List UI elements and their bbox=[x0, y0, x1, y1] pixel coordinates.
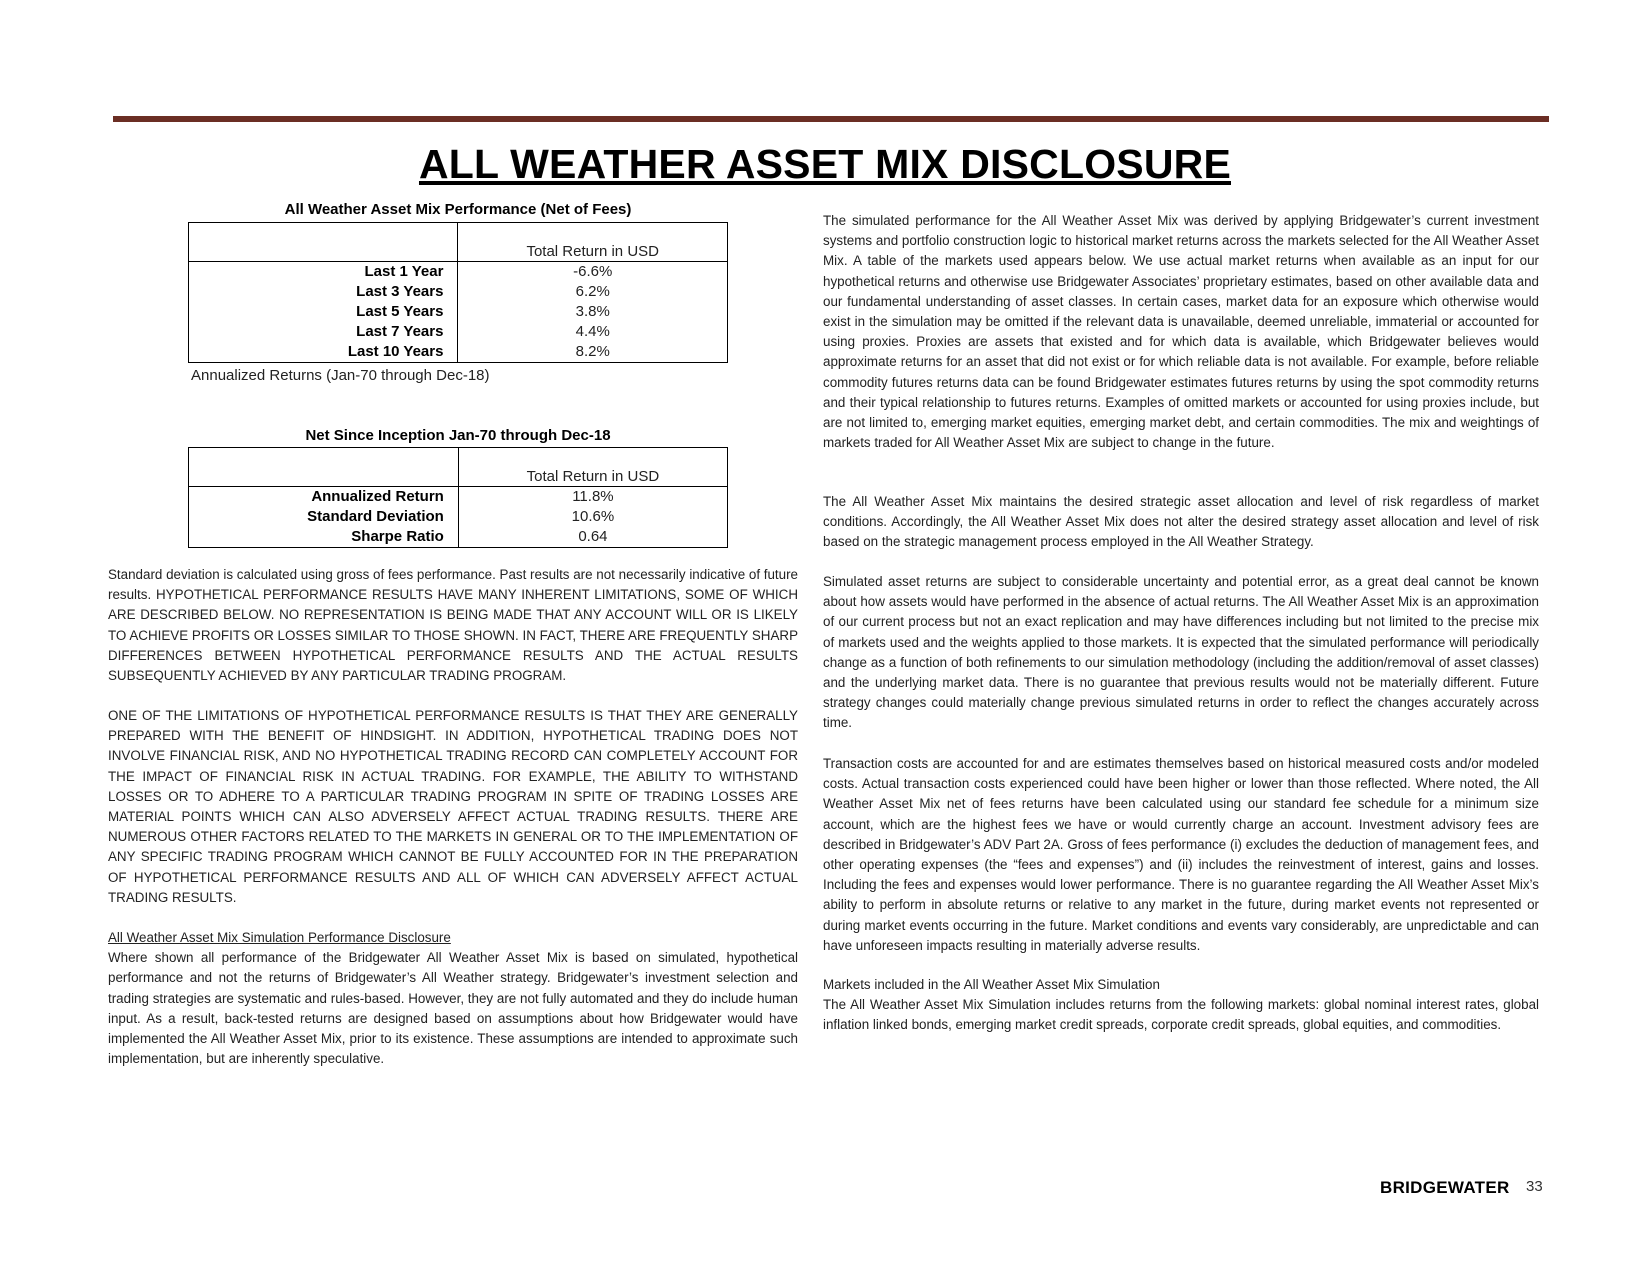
transaction-costs-paragraph: Transaction costs are accounted for and are estimates themselves based on historical measured costs and/or modeled costs. Actual transaction costs experienced could have been higher or lower than those reflected. Where noted, the All Weather Asset Mix net of fees returns have been calculated using our standard fee schedule for a minimum size account, which are the highest fees we have or would currently charge an account. Investment advisory fees are described in Bridgewater’s ADV Part 2A. Gross of fees performance (i) excludes the deduction of management fees, and other operating expenses (the “fees and expenses”) and (ii) includes the reinvestment of interest, gains and losses. Including the fees and expenses would lower performance. There is no guarantee regarding the All Weather Asset Mix’s ability to perform in absolute returns or relative to any market in the future, during market events not represented or during market events occurring in the future. Market conditions and events vary considerably, are unpredictable and can have unforeseen impacts resulting in materially adverse results. bbox=[823, 756, 1539, 953]
markets-section bbox=[823, 975, 1539, 1036]
table-row bbox=[189, 262, 728, 283]
table-row bbox=[189, 342, 728, 363]
row-label: Standard Deviation bbox=[189, 507, 459, 527]
column-header: Total Return in USD bbox=[458, 223, 728, 262]
row-label: Last 1 Year bbox=[189, 262, 458, 283]
top-divider-rule bbox=[113, 116, 1549, 122]
row-value: 10.6% bbox=[571, 508, 615, 525]
table-row bbox=[189, 527, 728, 548]
markets-section-title: Markets included in the All Weather Asset Mix Simulation bbox=[823, 977, 1160, 992]
table-header-row bbox=[189, 223, 728, 262]
row-label: Last 5 Years bbox=[189, 302, 458, 322]
simulated-performance-paragraph: The simulated performance for the All Weather Asset Mix was derived by applying Bridgewater’s current investment systems and portfolio construction logic to historical market returns across the markets selected for the All Weather Asset Mix. A table of the markets used appears below. We use actual market returns when available as an input for our hypothetical returns and otherwise use Bridgewater Associates’ proprietary estimates, based on other available data and our fundamental understanding of asset classes. In certain cases, market data for an exposure which otherwise would exist in the simulation may be omitted if the relevant data is unavailable, deemed unreliable, immaterial or accounted for using proxies. Proxies are assets that existed and for which data is available, which Bridgewater believes would approximate returns for an asset that did not exist or for which reliable data is not available. For example, before reliable commodity futures returns data can be found Bridgewater estimates futures returns by using the spot commodity returns and their typical relationship to futures returns. Examples of omitted markets or accounted for using proxies include, but are not limited to, emerging market equities, emerging market debt, and certain commodities. The mix and weightings of markets traded for All Weather Asset Mix are subject to change in the future. bbox=[823, 213, 1539, 451]
table-header-row bbox=[189, 448, 728, 487]
simulation-disclosure-section bbox=[108, 928, 798, 1069]
row-value: -6.6% bbox=[573, 263, 613, 280]
page-title: ALL WEATHER ASSET MIX DISCLOSURE bbox=[418, 141, 1231, 187]
header-empty-cell bbox=[189, 223, 458, 262]
row-label: Sharpe Ratio bbox=[189, 527, 459, 548]
header-empty-cell bbox=[189, 448, 459, 487]
row-value: 8.2% bbox=[575, 343, 610, 360]
table-row bbox=[189, 302, 728, 322]
hypothetical-limitations-paragraph: ONE OF THE LIMITATIONS OF HYPOTHETICAL PERFORMANCE RESULTS IS THAT THEY ARE GENERALLY PREPARED WITH THE BENEFIT OF HINDSIGHT. IN ADDITION, HYPOTHETICAL TRADING DOES NOT INVOLVE FINANCIAL RISK, AND NO HYPOTHETICAL TRADING RECORD CAN COMPLETELY ACCOUNT FOR THE IMPACT OF FINANCIAL RISK IN ACTUAL TRADING. FOR EXAMPLE, THE ABILITY TO WITHSTAND LOSSES OR TO ADHERE TO A PARTICULAR TRADING PROGRAM IN SPITE OF TRADING LOSSES ARE MATERIAL POINTS WHICH CAN ALSO ADVERSELY AFFECT ACTUAL TRADING RESULTS. THERE ARE NUMEROUS OTHER FACTORS RELATED TO THE MARKETS IN GENERAL OR TO THE IMPLEMENTATION OF ANY SPECIFIC TRADING PROGRAM WHICH CANNOT BE FULLY ACCOUNTED FOR IN THE PREPARATION OF HYPOTHETICAL PERFORMANCE RESULTS AND ALL OF WHICH CAN ADVERSELY AFFECT ACTUAL TRADING RESULTS. bbox=[108, 708, 798, 905]
annualized-returns-note: Annualized Returns (Jan-70 through Dec-18) bbox=[191, 367, 490, 384]
markets-paragraph: The All Weather Asset Mix Simulation includes returns from the following markets: global nominal interest rates, global inflation linked bonds, emerging market credit spreads, corporate credit spreads, global equities, and commodities. bbox=[823, 997, 1539, 1033]
performance-table bbox=[188, 222, 728, 363]
row-value: 0.64 bbox=[578, 528, 608, 545]
page-number: 33 bbox=[1526, 1178, 1543, 1195]
strategic-allocation-paragraph: The All Weather Asset Mix maintains the desired strategic asset allocation and level of risk regardless of market conditions. Accordingly, the All Weather Asset Mix does not alter the desired strategy asset allocation and level of risk based on the strategic management process employed in the All Weather Strategy. bbox=[823, 494, 1539, 550]
row-label: Last 7 Years bbox=[189, 322, 458, 342]
row-label: Last 3 Years bbox=[189, 282, 458, 302]
inception-table-caption: Net Since Inception Jan-70 through Dec-18 bbox=[305, 427, 611, 444]
row-value: 3.8% bbox=[575, 303, 610, 320]
uncertainty-paragraph: Simulated asset returns are subject to considerable uncertainty and potential error, as a great deal cannot be known about how assets would have performed in the absence of actual returns. The All Weather Asset Mix is an approximation of our current process but not an exact replication and may have differences including but not limited to the precise mix of markets used and the weights applied to those markets. It is expected that the simulated performance will periodically change as a function of both refinements to our simulation methodology (including the addition/removal of asset classes) and the underlying market data. There is no guarantee that previous results would not be materially different. Future strategy changes could materially change previous simulated returns in order to reflect the changes accurately across time. bbox=[823, 574, 1539, 731]
table-row bbox=[189, 487, 728, 508]
column-header: Total Return in USD bbox=[458, 448, 727, 487]
simulation-disclosure-title: All Weather Asset Mix Simulation Performance Disclosure bbox=[108, 930, 451, 945]
performance-table-caption: All Weather Asset Mix Performance (Net of Fees) bbox=[284, 201, 632, 218]
table-row bbox=[189, 282, 728, 302]
row-label: Last 10 Years bbox=[189, 342, 458, 363]
simulation-disclosure-paragraph: Where shown all performance of the Bridgewater All Weather Asset Mix is based on simulated, hypothetical performance and not the returns of Bridgewater’s All Weather strategy. Bridgewater’s investment selection and trading strategies are systematic and rules-based. However, they are not fully automated and they do include human input. As a result, back-tested returns are designed based on assumptions about how Bridgewater would have implemented the All Weather Asset Mix, prior to its existence. These assumptions are intended to approximate such implementation, but are inherently speculative. bbox=[108, 950, 798, 1067]
bridgewater-logo: BRIDGEWATER bbox=[1380, 1178, 1510, 1197]
table-row bbox=[189, 507, 728, 527]
row-label: Annualized Return bbox=[189, 487, 459, 508]
inception-table bbox=[188, 447, 728, 548]
row-value: 11.8% bbox=[572, 488, 614, 505]
table-row bbox=[189, 322, 728, 342]
row-value: 4.4% bbox=[575, 323, 610, 340]
std-dev-disclaimer-paragraph: Standard deviation is calculated using gross of fees performance. Past results are not necessarily indicative of future results. HYPOTHETICAL PERFORMANCE RESULTS HAVE MANY INHERENT LIMITATIONS, SOME OF WHICH ARE DESCRIBED BELOW. NO REPRESENTATION IS BEING MADE THAT ANY ACCOUNT WILL OR IS LIKELY TO ACHIEVE PROFITS OR LOSSES SIMILAR TO THOSE SHOWN. IN FACT, THERE ARE FREQUENTLY SHARP DIFFERENCES BETWEEN HYPOTHETICAL PERFORMANCE RESULTS AND THE ACTUAL RESULTS SUBSEQUENTLY ACHIEVED BY ANY PARTICULAR TRADING PROGRAM. bbox=[108, 567, 798, 684]
row-value: 6.2% bbox=[575, 283, 610, 300]
